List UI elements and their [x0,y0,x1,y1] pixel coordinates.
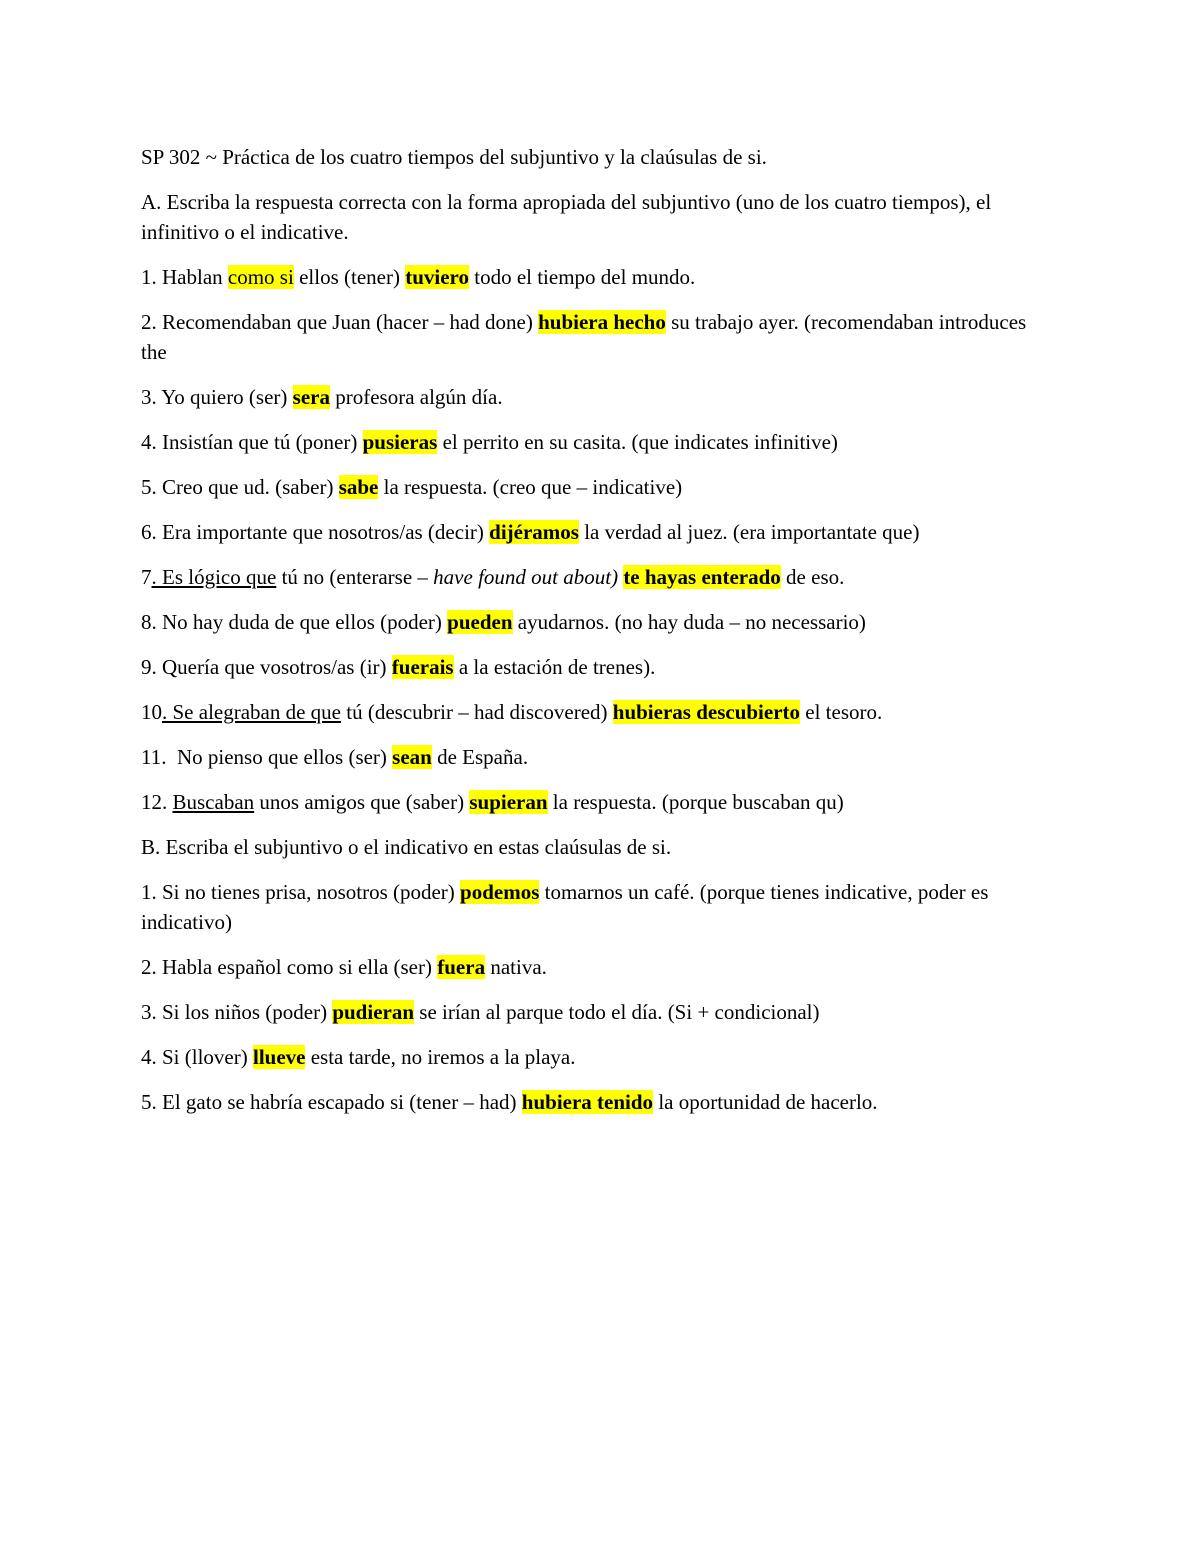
answer: sean [392,745,432,769]
document-title: SP 302 ~ Práctica de los cuatro tiempos del subjuntivo y la claúsulas de si. [141,145,767,169]
exercise-b-item-5 [141,1087,1050,1117]
answer: pueden [447,610,513,634]
item-text: de España. [431,745,529,769]
item-text: ayudarnos. (no hay duda – no necessario) [512,610,866,634]
item-text: su trabajo ayer. (recomendaban introduces the [141,310,1027,364]
answer: podemos [460,880,540,904]
item-text: tomarnos un café. (porque tienes indicative, poder es indicativo) [141,880,989,934]
exercise-a-item-5 [141,472,1050,502]
item-text: tú no (enterarse – [276,565,434,589]
item-text: de eso. [780,565,845,589]
item-text: 2. Habla español como si ella (ser) [141,955,438,979]
exercise-a-item-1 [141,262,1050,292]
answer: pudieran [332,1000,415,1024]
answer: te hayas enterado [623,565,781,589]
item-text: profesora algún día. [329,385,503,409]
item-text: la respuesta. (porque buscaban qu) [547,790,844,814]
item-text: 1. Si no tienes prisa, nosotros (poder) [141,880,461,904]
answer: sabe [338,475,379,499]
exercise-a-item-6 [141,517,1050,547]
item-text: se irían al parque todo el día. (Si + condicional) [414,1000,820,1024]
answer: fuera [437,955,486,979]
section-b-instructions: B. Escriba el subjuntivo o el indicativo en estas claúsulas de si. [141,835,672,859]
exercise-a-item-4 [141,427,1050,457]
item-text: la respuesta. (creo que – indicative) [378,475,683,499]
item-text: 6. Era importante que nosotros/as (decir) [141,520,490,544]
item-text: 4. Insistían que tú (poner) [141,430,363,454]
item-text: la verdad al juez. (era importantate que) [578,520,920,544]
item-text: 12. [141,790,173,814]
exercise-a-item-2 [141,307,1041,367]
italic-phrase: have found out about) [433,565,619,589]
item-text: a la estación de trenes). [453,655,656,679]
answer: hubiera tenido [521,1090,654,1114]
answer: dijéramos [489,520,579,544]
answer: hubieras descubierto [612,700,801,724]
exercise-b-item-2 [141,952,1050,982]
item-text: unos amigos que (saber) [254,790,470,814]
exercise-a-item-7 [141,562,1050,592]
item-text: 3. Yo quiero (ser) [141,385,293,409]
exercise-a-item-8 [141,607,1050,637]
exercise-a-item-11 [141,742,1050,772]
exercise-a-item-3 [141,382,1050,412]
item-text: 7 [141,565,152,589]
answer: pusieras [362,430,438,454]
item-text: 5. El gato se habría escapado si (tener – had) [141,1090,522,1114]
highlighted-phrase: como si [227,265,294,289]
answer: llueve [252,1045,306,1069]
exercise-a-item-9 [141,652,1050,682]
item-text: ellos (tener) [293,265,406,289]
item-text: tú (descubrir – had discovered) [341,700,613,724]
underlined-phrase: . Es lógico que [151,565,277,589]
item-text: todo el tiempo del mundo. [468,265,696,289]
item-text: 2. Recomendaban que Juan (hacer – had done) [141,310,539,334]
item-text: 8. No hay duda de que ellos (poder) [141,610,448,634]
answer: hubiera hecho [538,310,666,334]
answer: sera [292,385,330,409]
item-text: la oportunidad de hacerlo. [653,1090,878,1114]
exercise-b-item-3 [141,997,1050,1027]
item-text: 3. Si los niños (poder) [141,1000,333,1024]
item-text: 1. Hablan [141,265,228,289]
answer: supieran [469,790,548,814]
exercise-b-item-4 [141,1042,1050,1072]
item-text: esta tarde, no iremos a la playa. [305,1045,576,1069]
underlined-phrase: . Se alegraban de que [162,700,342,724]
answer: fuerais [391,655,454,679]
item-text: 5. Creo que ud. (saber) [141,475,339,499]
item-text: nativa. [485,955,547,979]
item-text: 10 [141,700,162,724]
exercise-a-item-12 [141,787,1050,817]
item-text: 9. Quería que vosotros/as (ir) [141,655,392,679]
exercise-a-item-10 [141,697,1050,727]
exercise-b-item-1 [141,877,1041,937]
answer: tuviero [405,265,469,289]
item-text: el tesoro. [800,700,883,724]
item-text: el perrito en su casita. (que indicates infinitive) [437,430,838,454]
underlined-phrase: Buscaban [172,790,255,814]
item-text: 4. Si (llover) [141,1045,253,1069]
item-text: 11. No pienso que ellos (ser) [141,745,393,769]
section-a-instructions: A. Escriba la respuesta correcta con la forma apropiada del subjuntivo (uno de los cuatro tiempos), el infinitivo o el indicative. [141,190,992,244]
